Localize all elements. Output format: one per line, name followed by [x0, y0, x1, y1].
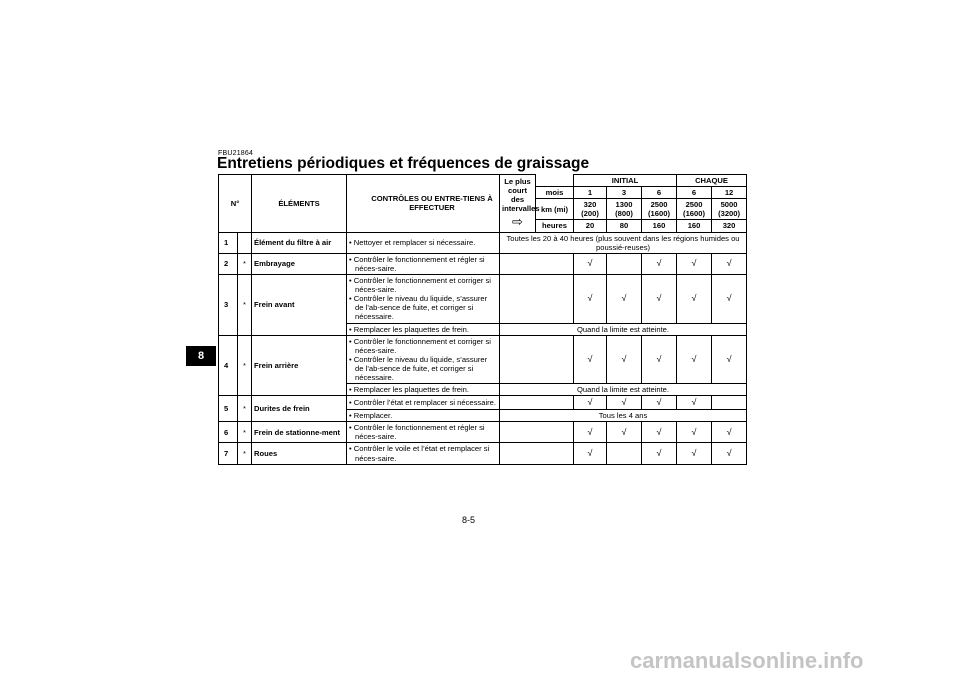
interval-value: 1300 (800)	[607, 199, 642, 220]
item-controls	[347, 274, 500, 323]
interval-note: Tous les 4 ans	[500, 410, 747, 422]
check-empty	[500, 253, 574, 274]
control-bullet: • Contrôler le voile et l’état et remplacer si néces-saire.	[349, 444, 490, 463]
interval-value: 6	[642, 187, 677, 199]
interval-value: 6	[677, 187, 712, 199]
interval-note: Quand la limite est atteinte.	[500, 323, 747, 335]
item-controls	[347, 232, 500, 253]
table-body	[219, 232, 747, 464]
check-mark: √	[574, 396, 607, 410]
item-number: 5	[219, 396, 238, 422]
col-controls-header: CONTRÔLES OU ENTRE-TIENS À EFFECTUER	[347, 175, 500, 233]
check-mark: √	[642, 396, 677, 410]
interval-value: 160	[677, 220, 712, 232]
item-star: *	[238, 443, 252, 464]
interval-value: 160	[642, 220, 677, 232]
check-mark: √	[574, 253, 607, 274]
table-row	[219, 443, 747, 464]
interval-value: 5000 (3200)	[712, 199, 747, 220]
table-row	[219, 253, 747, 274]
each-header: CHAQUE	[677, 175, 747, 187]
interval-value: 1	[574, 187, 607, 199]
check-mark: √	[574, 274, 607, 323]
control-bullet: • Remplacer.	[349, 411, 393, 421]
maintenance-table	[218, 174, 747, 465]
check-mark: √	[712, 274, 747, 323]
item-number: 6	[219, 422, 238, 443]
item-star: *	[238, 396, 252, 422]
check-mark	[607, 443, 642, 464]
check-empty	[500, 443, 574, 464]
item-controls	[347, 335, 500, 384]
check-mark: √	[677, 335, 712, 384]
initial-header: INITIAL	[574, 175, 677, 187]
item-controls	[347, 443, 500, 464]
control-bullet: • Contrôler l’état et remplacer si nécessaire.	[349, 398, 496, 408]
check-mark	[607, 253, 642, 274]
col-shortest-header	[500, 175, 540, 233]
item-number: 7	[219, 443, 238, 464]
table-row	[219, 335, 747, 384]
table-head	[219, 175, 747, 233]
check-empty	[500, 422, 574, 443]
interval-value: 3	[607, 187, 642, 199]
control-bullet: • Contrôler le fonctionnement et régler si néces-saire.	[349, 254, 485, 273]
interval-unit: km (mi)	[536, 199, 574, 220]
shortest-interval-label: Le plus court des intervalles	[502, 176, 540, 214]
item-number: 3	[219, 274, 238, 335]
control-bullet: • Contrôler le fonctionnement et régler si néces-saire.	[349, 423, 485, 442]
watermark: carmanualsonline.info	[630, 648, 864, 673]
check-mark: √	[712, 422, 747, 443]
check-mark	[712, 396, 747, 410]
item-star: *	[238, 274, 252, 335]
check-mark: √	[712, 335, 747, 384]
control-bullet: • Remplacer les plaquettes de frein.	[349, 324, 470, 334]
check-mark: √	[574, 443, 607, 464]
check-mark: √	[677, 396, 712, 410]
interval-value: 2500 (1600)	[677, 199, 712, 220]
item-number: 1	[219, 232, 238, 253]
item-star	[238, 232, 252, 253]
arrow-right-icon: ⇨	[512, 214, 523, 230]
interval-note: Toutes les 20 à 40 heures (plus souvent dans les régions humides ou poussié-reuses)	[500, 232, 747, 253]
head-spacer	[536, 175, 574, 187]
interval-value: 80	[607, 220, 642, 232]
check-mark: √	[607, 422, 642, 443]
check-mark: √	[607, 335, 642, 384]
check-mark: √	[642, 335, 677, 384]
col-num-header: N°	[219, 175, 252, 233]
item-name: Frein de stationne-ment	[252, 422, 347, 443]
interval-note: Quand la limite est atteinte.	[500, 384, 747, 396]
check-mark: √	[574, 335, 607, 384]
check-mark: √	[677, 274, 712, 323]
control-bullet: • Contrôler le niveau du liquide, s’assurer de l’ab-sence de fuite, et corriger si nécessaire.	[349, 294, 488, 322]
interval-value: 320	[712, 220, 747, 232]
interval-value: 20	[574, 220, 607, 232]
item-number: 2	[219, 253, 238, 274]
item-controls	[347, 384, 500, 396]
item-star: *	[238, 422, 252, 443]
page-number: 8-5	[462, 515, 476, 525]
interval-value: 12	[712, 187, 747, 199]
table-row	[219, 274, 747, 323]
section-code: FBU21864	[218, 150, 254, 157]
item-controls	[347, 422, 500, 443]
control-bullet: • Contrôler le fonctionnement et corriger si néces-saire.	[349, 336, 491, 355]
check-mark: √	[642, 443, 677, 464]
check-mark: √	[677, 422, 712, 443]
page-title: Entretiens périodiques et fréquences de graissage	[217, 155, 590, 172]
table-row	[219, 232, 747, 253]
check-mark: √	[677, 253, 712, 274]
interval-unit: mois	[536, 187, 574, 199]
interval-value: 2500 (1600)	[642, 199, 677, 220]
check-mark: √	[642, 253, 677, 274]
control-bullet: • Remplacer les plaquettes de frein.	[349, 385, 470, 395]
item-star: *	[238, 253, 252, 274]
check-empty	[500, 335, 574, 384]
table-row	[219, 396, 747, 410]
interval-unit: heures	[536, 220, 574, 232]
check-mark: √	[607, 396, 642, 410]
item-controls	[347, 396, 500, 410]
item-controls	[347, 253, 500, 274]
check-mark: √	[642, 422, 677, 443]
check-empty	[500, 274, 574, 323]
table-row	[219, 422, 747, 443]
item-name: Roues	[252, 443, 347, 464]
item-name: Frein avant	[252, 274, 347, 335]
item-name: Embrayage	[252, 253, 347, 274]
col-elements-header: ÉLÉMENTS	[252, 175, 347, 233]
control-bullet: • Contrôler le niveau du liquide, s’assurer de l’ab-sence de fuite, et corriger si nécessaire.	[349, 354, 488, 383]
check-mark: √	[642, 274, 677, 323]
item-name: Élément du filtre à air	[252, 232, 347, 253]
item-star: *	[238, 335, 252, 396]
item-controls	[347, 410, 500, 422]
check-mark: √	[607, 274, 642, 323]
check-mark: √	[712, 253, 747, 274]
chapter-tab: 8	[186, 346, 216, 366]
check-mark: √	[712, 443, 747, 464]
check-empty	[500, 396, 574, 410]
check-mark: √	[677, 443, 712, 464]
item-number: 4	[219, 335, 238, 396]
control-bullet: • Nettoyer et remplacer si nécessaire.	[349, 238, 476, 248]
control-bullet: • Contrôler le fonctionnement et corriger si néces-saire.	[349, 275, 491, 295]
check-mark: √	[574, 422, 607, 443]
interval-value: 320 (200)	[574, 199, 607, 220]
item-name: Durites de frein	[252, 396, 347, 422]
item-controls	[347, 323, 500, 335]
item-name: Frein arrière	[252, 335, 347, 396]
